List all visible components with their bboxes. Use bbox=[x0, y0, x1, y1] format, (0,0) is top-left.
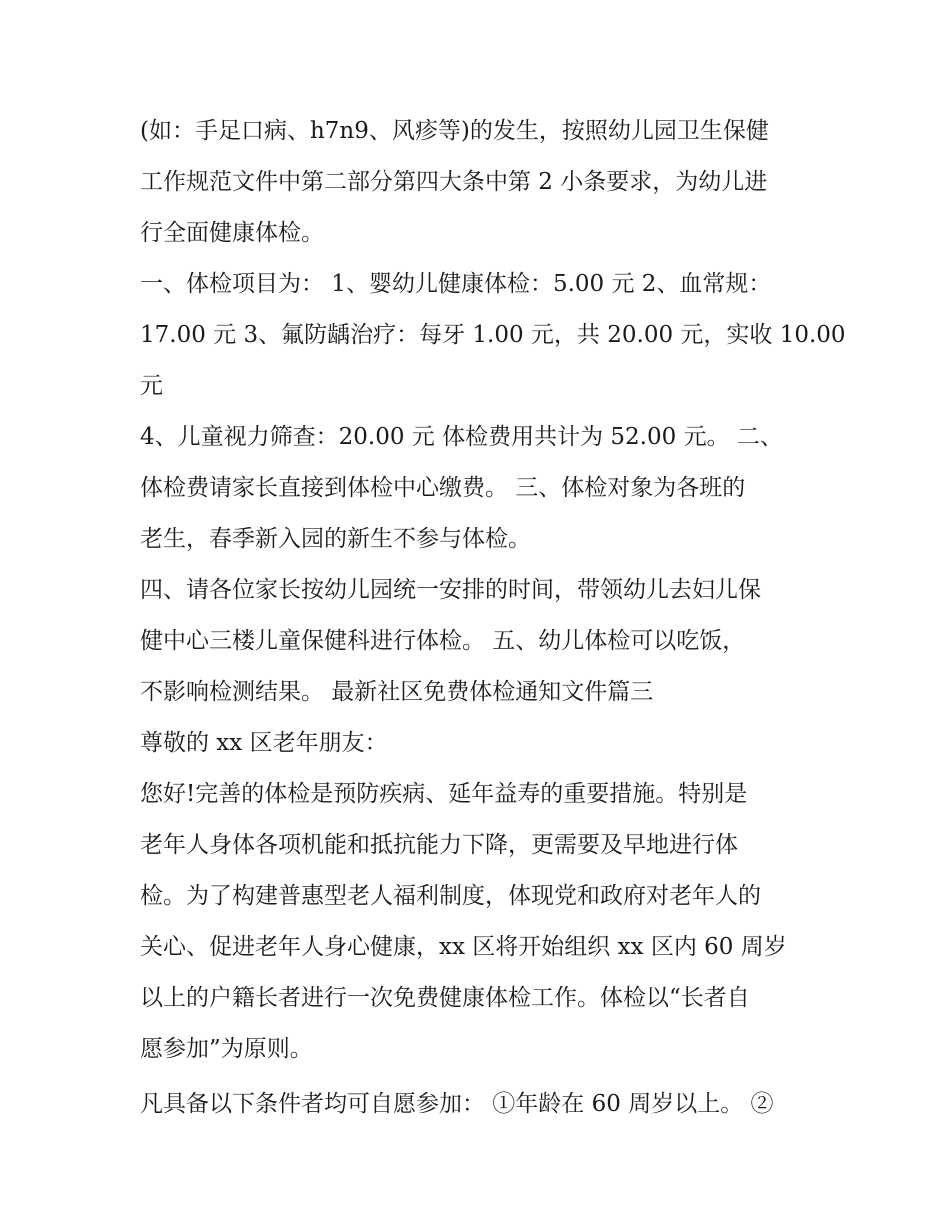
text-line: 健中心三楼儿童保健科进行体检。 五、幼儿体检可以吃饭， bbox=[140, 628, 746, 654]
text-line: 以上的户籍长者进行一次免费健康体检工作。体检以“长者自 bbox=[140, 985, 750, 1011]
text-line: 17.00 元 3、氟防龋治疗：每牙 1.00 元，共 20.00 元，实收 10.00 bbox=[140, 322, 846, 348]
text-line: (如：手足口病、h7n9、风疹等)的发生，按照幼儿园卫生保健 bbox=[140, 118, 769, 144]
text-line: 老生，春季新入园的新生不参与体检。 bbox=[140, 526, 531, 552]
text-line: 不影响检测结果。 最新社区免费体检通知文件篇三 bbox=[140, 679, 654, 705]
text-line: 老年人身体各项机能和抵抗能力下降，更需要及早地进行体 bbox=[140, 832, 738, 858]
text-line: 愿参加”为原则。 bbox=[140, 1036, 313, 1062]
text-line: 凡具备以下条件者均可自愿参加： ①年龄在 60 周岁以上。 ② bbox=[140, 1091, 774, 1117]
text-line: 关心、促进老年人身心健康，xx 区将开始组织 xx 区内 60 周岁 bbox=[140, 934, 787, 960]
text-line: 工作规范文件中第二部分第四大条中第 2 小条要求，为幼儿进 bbox=[140, 169, 768, 195]
text-line: 一、体检项目为： 1、婴幼儿健康体检：5.00 元 2、血常规： bbox=[140, 271, 772, 297]
text-line: 尊敬的 xx 区老年朋友： bbox=[140, 730, 388, 756]
text-line: 您好!完善的体检是预防疾病、延年益寿的重要措施。特别是 bbox=[140, 781, 748, 807]
text-line: 行全面健康体检。 bbox=[140, 220, 324, 246]
text-line: 四、请各位家长按幼儿园统一安排的时间，带领幼儿去妇儿保 bbox=[140, 577, 761, 603]
text-line: 4、儿童视力筛查：20.00 元 体检费用共计为 52.00 元。 二、 bbox=[140, 424, 783, 450]
text-line: 检。为了构建普惠型老人福利制度，体现党和政府对老年人的 bbox=[140, 883, 761, 909]
text-line: 元 bbox=[140, 373, 163, 399]
text-line: 体检费请家长直接到体检中心缴费。 三、体检对象为各班的 bbox=[140, 475, 746, 501]
document-body bbox=[140, 106, 846, 1130]
